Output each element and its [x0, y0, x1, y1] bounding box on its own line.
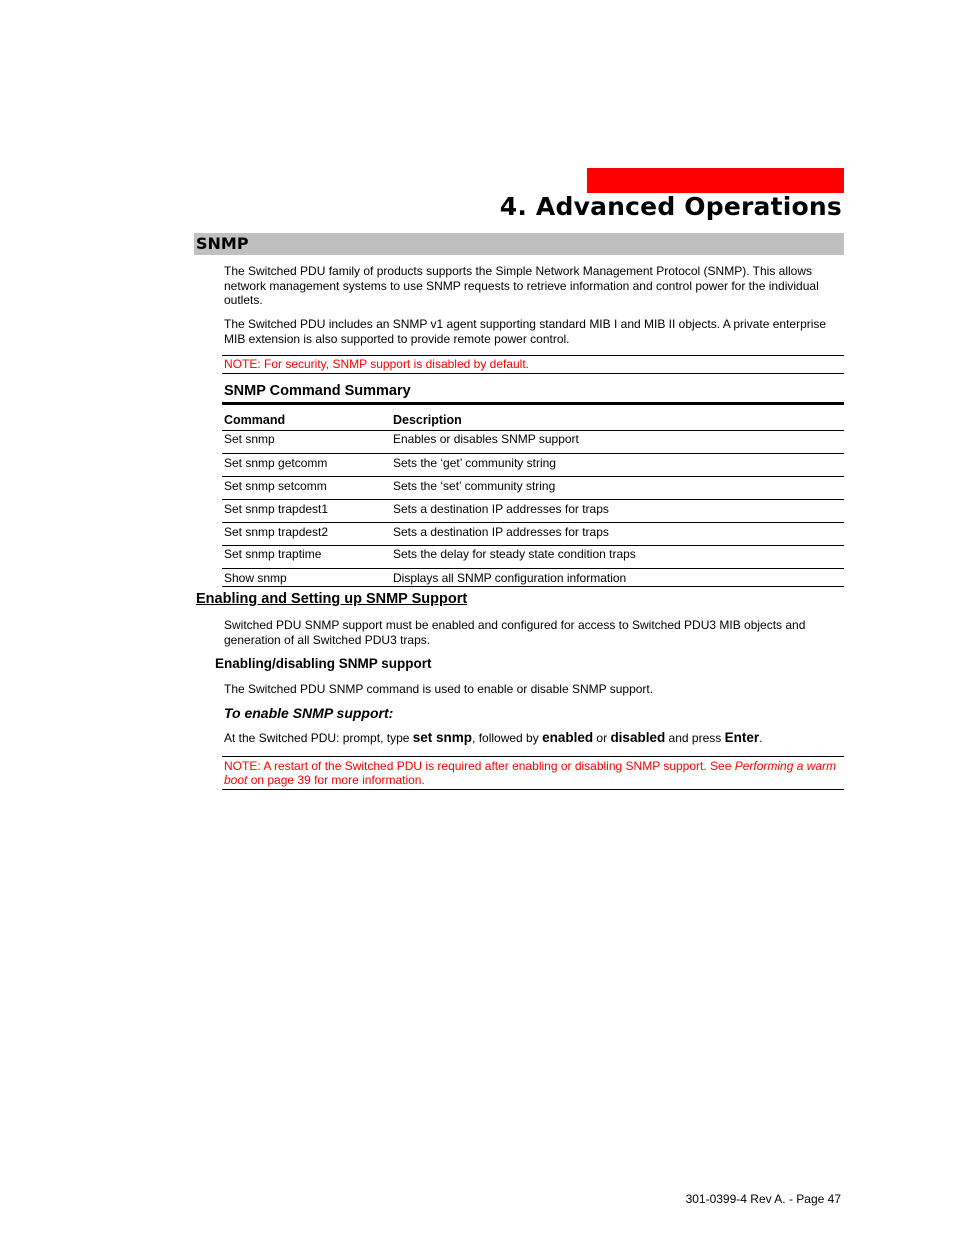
description-cell: Sets the ‘set’ community string	[393, 479, 556, 493]
command-cell: Set snmp getcomm	[224, 456, 328, 470]
command-cell: Set snmp trapdest1	[224, 502, 329, 516]
description-cell: Sets a destination IP addresses for traps	[393, 525, 609, 539]
enabling-paragraph: Switched PDU SNMP support must be enabled and configured for access to Switched PDU3 MIB objects and generation of all Switched PDU3 traps.	[224, 618, 806, 647]
enabling-description: The Switched PDU SNMP command is used to enable or disable SNMP support.	[224, 682, 654, 696]
page-footer: 301-0399-4 Rev A. - Page 47	[685, 1192, 841, 1206]
key-keyword: Enter	[724, 730, 760, 745]
instruction-text: .	[759, 731, 763, 745]
table-row	[222, 431, 844, 454]
command-cell: Set snmp traptime	[224, 547, 322, 561]
command-keyword: set snmp	[412, 730, 473, 745]
note-security: NOTE: For security, SNMP support is disabled by default.	[222, 355, 844, 374]
table-row	[222, 454, 844, 477]
column-header-command: Command	[224, 413, 286, 427]
command-cell: Set snmp	[224, 432, 275, 446]
description-cell: Sets a destination IP addresses for traps	[393, 502, 609, 516]
option-keyword: enabled	[542, 730, 594, 745]
table-row	[222, 546, 844, 569]
chapter-title: 4. Advanced Operations	[499, 192, 842, 221]
intro-paragraph-2: The Switched PDU includes an SNMP v1 agent supporting standard MIB I and MIB II objects. A private enterprise MIB extension is also supported to provide remote power control.	[224, 317, 827, 346]
instruction-text: or	[593, 731, 611, 745]
description-cell: Sets the delay for steady state condition traps	[393, 547, 636, 561]
enabling-subsection-title: Enabling/disabling SNMP support	[215, 656, 432, 671]
command-summary-table	[222, 402, 844, 587]
table-row	[222, 523, 844, 546]
instruction-text: , followed by	[472, 731, 543, 745]
command-cell: Set snmp trapdest2	[224, 525, 329, 539]
option-keyword: disabled	[610, 730, 666, 745]
intro-paragraph-1: The Switched PDU family of products supports the Simple Network Management Protocol (SNMP). This allows network management systems to use SNMP requests to retrieve information and control power for the individual outlets.	[224, 264, 819, 307]
command-cell: Show snmp	[224, 571, 287, 585]
description-cell: Sets the ‘get’ community string	[393, 456, 556, 470]
instruction-line	[224, 730, 762, 745]
instruction-text: and press	[665, 731, 725, 745]
enabling-section-title: Enabling and Setting up SNMP Support	[196, 591, 468, 607]
column-header-description: Description	[393, 413, 462, 427]
note-restart	[222, 756, 844, 790]
table-row	[222, 477, 844, 500]
table-row	[222, 500, 844, 523]
description-cell: Enables or disables SNMP support	[393, 432, 579, 446]
section-title: SNMP	[196, 234, 249, 253]
note-text: NOTE: A restart of the Switched PDU is required after enabling or disabling SNMP support. See	[224, 759, 735, 773]
note-text: on page 39 for more information.	[247, 773, 425, 787]
command-summary-title: SNMP Command Summary	[224, 383, 411, 399]
command-cell: Set snmp setcomm	[224, 479, 327, 493]
instruction-text: At the Switched PDU: prompt, type	[224, 731, 413, 745]
chapter-accent-bar	[587, 168, 844, 193]
description-cell: Displays all SNMP configuration information	[393, 571, 627, 585]
section-header-bar	[194, 233, 844, 255]
table-header-row	[222, 405, 844, 431]
table-row	[222, 569, 844, 587]
procedure-title: To enable SNMP support:	[224, 705, 394, 721]
cross-reference-link[interactable]: Performing a warm boot	[224, 759, 837, 787]
